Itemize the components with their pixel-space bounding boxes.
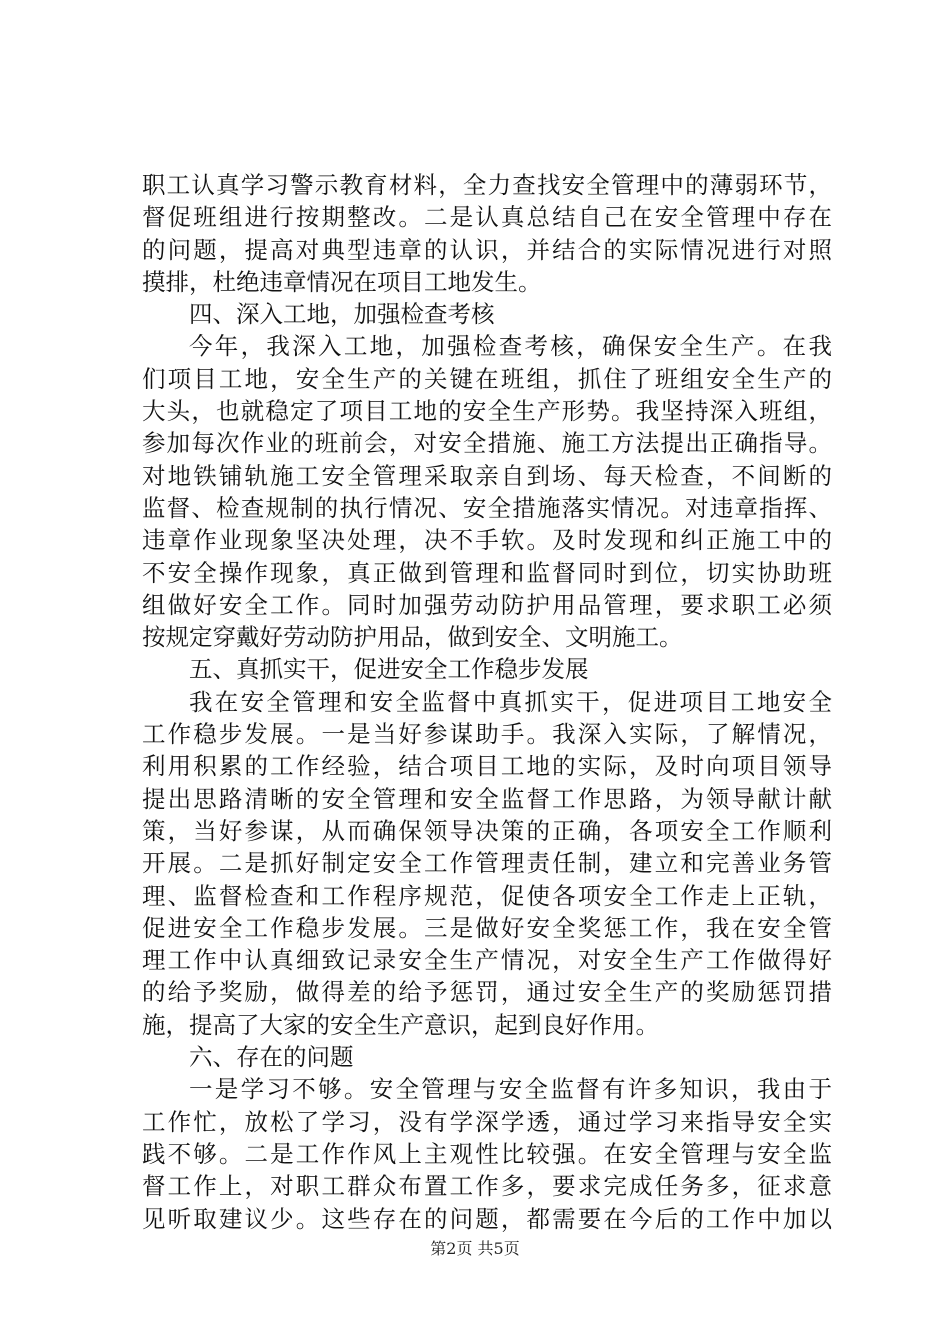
body-line: 工作稳步发展。一是当好参谋助手。我深入实际，了解情况， xyxy=(142,720,832,749)
section-heading: 六、存在的问题 xyxy=(189,1043,354,1072)
body-line: 督工作上，对职工群众布置工作多，要求完成任务多，征求意 xyxy=(142,1172,832,1201)
page-number-footer: 第2页 共5页 xyxy=(430,1239,520,1258)
body-line: 的问题，提高对典型违章的认识，并结合的实际情况进行对照 xyxy=(142,235,832,264)
body-line: 的给予奖励，做得差的给予惩罚，通过安全生产的奖励惩罚措 xyxy=(142,978,832,1007)
document-body xyxy=(142,169,832,1235)
body-line: 不安全操作现象，真正做到管理和监督同时到位，切实协助班 xyxy=(142,558,832,587)
body-line: 见听取建议少。这些存在的问题，都需要在今后的工作中加以 xyxy=(142,1204,832,1233)
body-line: 职工认真学习警示教育材料，全力查找安全管理中的薄弱环节， xyxy=(142,171,832,199)
body-line: 践不够。二是工作作风上主观性比较强。在安全管理与安全监 xyxy=(142,1139,832,1168)
body-line: 组做好安全工作。同时加强劳动防护用品管理，要求职工必须 xyxy=(142,590,832,619)
body-line: 理、监督检查和工作程序规范，促使各项安全工作走上正轨， xyxy=(142,881,832,910)
section-heading: 四、深入工地，加强检查考核 xyxy=(189,300,495,329)
body-line: 一是学习不够。安全管理与安全监督有许多知识，我由于 xyxy=(189,1075,832,1104)
body-line: 摸排，杜绝违章情况在项目工地发生。 xyxy=(142,267,542,296)
body-line: 违章作业现象坚决处理，决不手软。及时发现和纠正施工中的 xyxy=(142,526,832,555)
body-line: 利用积累的工作经验，结合项目工地的实际，及时向项目领导 xyxy=(142,752,832,781)
body-line: 理工作中认真细致记录安全生产情况，对安全生产工作做得好 xyxy=(142,946,832,975)
body-line: 按规定穿戴好劳动防护用品，做到安全、文明施工。 xyxy=(142,623,683,652)
body-line: 今年，我深入工地，加强检查考核，确保安全生产。在我 xyxy=(189,332,832,361)
body-line: 策，当好参谋，从而确保领导决策的正确，各项安全工作顺利 xyxy=(142,816,832,845)
body-line: 促进安全工作稳步发展。三是做好安全奖惩工作，我在安全管 xyxy=(142,913,832,942)
body-line: 我在安全管理和安全监督中真抓实干，促进项目工地安全 xyxy=(189,687,832,716)
section-heading: 五、真抓实干，促进安全工作稳步发展 xyxy=(189,655,589,684)
body-line: 工作忙，放松了学习，没有学深学透，通过学习来指导安全实 xyxy=(142,1107,832,1136)
body-line: 参加每次作业的班前会，对安全措施、施工方法提出正确指导。 xyxy=(142,429,832,458)
body-line: 督促班组进行按期整改。二是认真总结自己在安全管理中存在 xyxy=(142,203,832,232)
body-line: 对地铁铺轨施工安全管理采取亲自到场、每天检查，不间断的 xyxy=(142,461,832,490)
body-line: 开展。二是抓好制定安全工作管理责任制，建立和完善业务管 xyxy=(142,849,832,878)
body-line: 们项目工地，安全生产的关键在班组，抓住了班组安全生产的 xyxy=(142,364,832,393)
body-line: 施，提高了大家的安全生产意识，起到良好作用。 xyxy=(142,1010,659,1039)
body-line: 监督、检查规制的执行情况、安全措施落实情况。对违章指挥、 xyxy=(142,493,832,522)
body-line: 提出思路清晰的安全管理和安全监督工作思路，为领导献计献 xyxy=(142,784,832,813)
body-line: 大头，也就稳定了项目工地的安全生产形势。我坚持深入班组， xyxy=(142,397,832,426)
